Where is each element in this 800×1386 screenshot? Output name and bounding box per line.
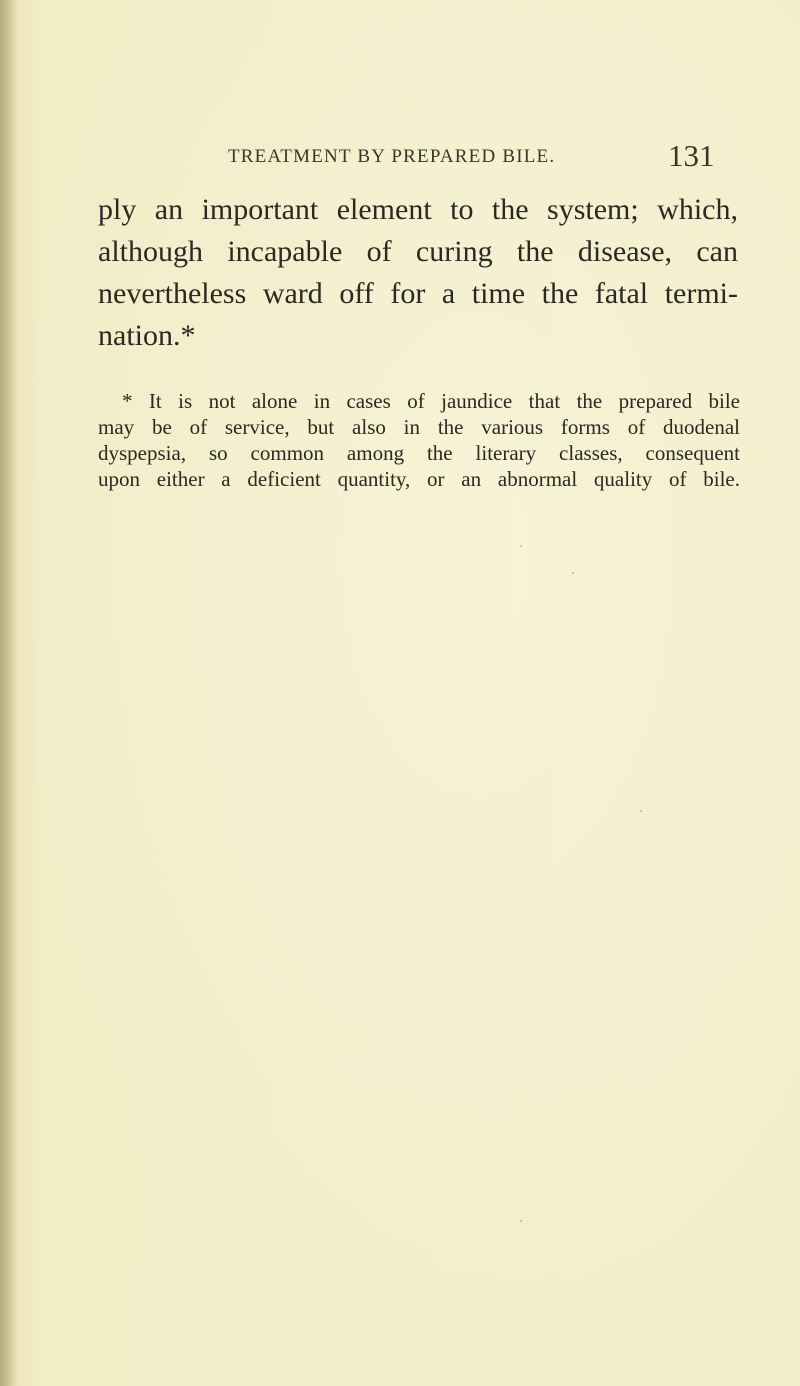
- paper-speck: [520, 545, 522, 547]
- body-line: although incapable of curing the disease, can: [98, 235, 738, 268]
- body-paragraph: [98, 189, 738, 357]
- footnote-line: upon either a deficient quantity, or an abnormal quality of bile.: [98, 467, 740, 491]
- footnote-line: dyspepsia, so common among the literary classes, consequent: [98, 441, 740, 465]
- body-line: ply an important element to the system; which,: [98, 193, 738, 226]
- body-line: nation.*: [98, 319, 196, 352]
- page-gutter-shadow: [0, 0, 18, 1386]
- paper-speck: [520, 1220, 522, 1222]
- paper-speck: [572, 572, 574, 574]
- paper-speck: [640, 810, 642, 812]
- running-head: TREATMENT BY PREPARED BILE.: [228, 146, 556, 167]
- footnote: [98, 388, 740, 492]
- footnote-line: may be of service, but also in the various forms of duodenal: [98, 415, 740, 439]
- page-number: 131: [668, 138, 715, 173]
- body-line: nevertheless ward off for a time the fatal termi-: [98, 277, 738, 310]
- footnote-line: * It is not alone in cases of jaundice that the prepared bile: [122, 389, 740, 413]
